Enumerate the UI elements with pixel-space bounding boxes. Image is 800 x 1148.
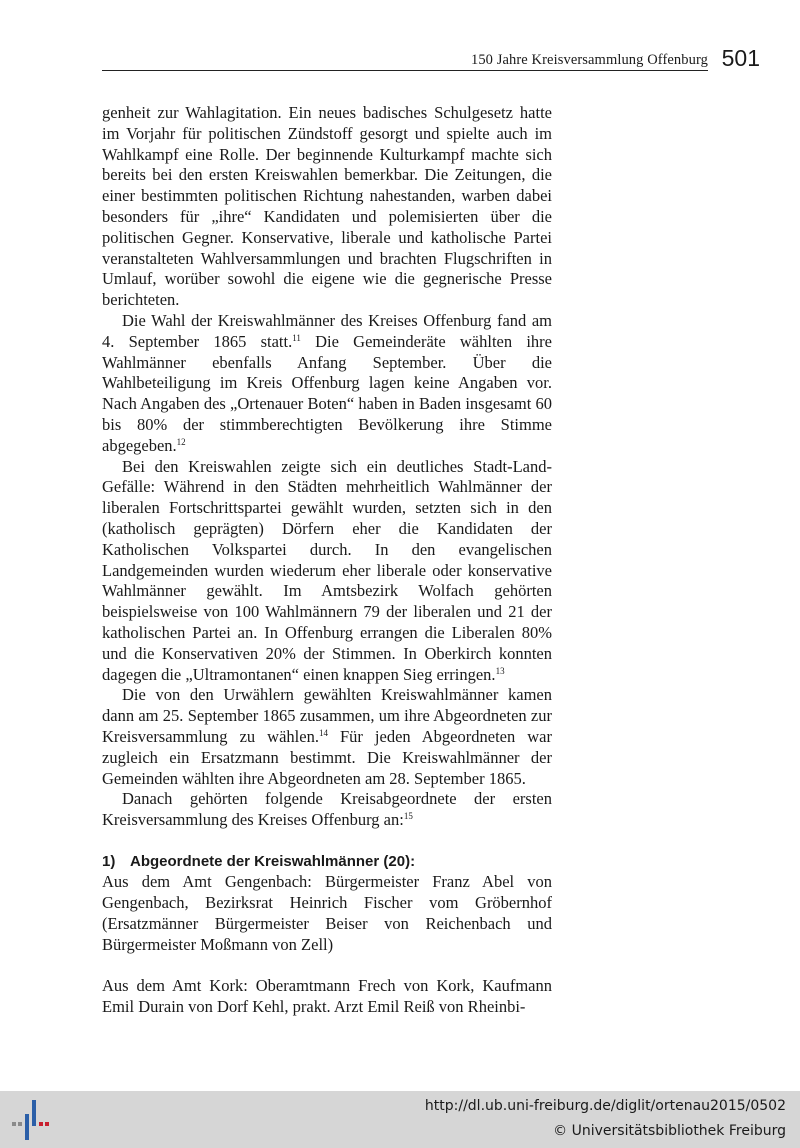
paragraph-1-text: genheit zur Wahlagitation. Ein neues badisches Schulgesetz hatte im Vorjahr für politischen Zündstoff gesorgt und spielte auch im Wahlkampf eine Rolle. Der beginnende Kulturkampf machte sich bereits bei den ersten Kreiswahlen bemerkbar. Die Zeitungen, die einer bestimmten politischen Richtung nahestanden, warben dabei besonders für „ihre“ Kandidaten und polemisierten über die politischen Gegner. Konservative, liberale und katholische Partei veranstalteten Wahlversammlungen und brachten Flugschriften in Umlauf, worüber sowohl die eigene wie die gegnerische Presse berichteten. bbox=[102, 103, 552, 310]
footer-bar bbox=[0, 1091, 800, 1148]
section-heading bbox=[102, 852, 552, 873]
footnote-ref-15: 15 bbox=[403, 811, 413, 822]
section-number: 1) bbox=[102, 852, 116, 870]
footer-copyright: © Universitätsbibliothek Freiburg bbox=[553, 1123, 786, 1139]
running-title: 150 Jahre Kreisversammlung Offenburg bbox=[470, 52, 708, 68]
paragraph-4-text-b: Für jeden Abgeordneten war zugleich ein Ersatzmann bestimmt. Die Kreiswahlmänner der Gemeinden wählten ihre Abgeordneten am 28. September 1865. bbox=[102, 726, 552, 788]
footer-url-link[interactable]: http://dl.ub.uni-freiburg.de/diglit/ortenau2015/0502 bbox=[424, 1098, 786, 1114]
paragraph-3-text: Bei den Kreiswahlen zeigte sich ein deutliches Stadt-Land-Gefälle: Während in den Städten mehrheitlich Wahlmänner der liberalen Fortschrittspartei gewählt wurden, setzten sich in den (katholisch geprägten) Dörfern eher die Kandidaten der Katholischen Volkspartei durch. In den evangelischen Landgemeinden wurden wiederum eher liberale oder konservative Wahlmänner gewählt. Im Amtsbezirk Wolfach gehörten beispielsweise von 100 Wahlmännern 79 der liberalen und 21 der katholischen Partei an. In Offenburg errangen die Liberalen 80% und die Konservativen 20% der Stimmen. In Oberkirch konnten dagegen die „Ultramontanen“ einen knappen Sieg erringen. bbox=[102, 456, 552, 684]
footnote-ref-13: 13 bbox=[495, 665, 505, 676]
paragraph-1 bbox=[102, 103, 552, 311]
section-delegates bbox=[102, 852, 552, 1018]
paragraph-3 bbox=[102, 457, 552, 686]
entry-amt-kork: Aus dem Amt Kork: Oberamtmann Frech von Kork, Kaufmann Emil Durain von Dorf Kehl, prakt. Arzt Emil Reiß von Rheinbi- bbox=[102, 976, 552, 1017]
footnote-ref-12: 12 bbox=[176, 436, 186, 447]
paragraph-4 bbox=[102, 685, 552, 789]
footnote-ref-11: 11 bbox=[292, 332, 301, 343]
ub-freiburg-logo-icon bbox=[12, 1100, 50, 1140]
body-text bbox=[102, 103, 552, 1018]
paragraph-5 bbox=[102, 789, 552, 831]
paragraph-2-text-a: Die Wahl der Kreiswahlmänner des Kreises Offenburg fand am 4. September 1865 statt. bbox=[102, 310, 552, 351]
section-heading-text: Abgeordnete der Kreiswahlmänner (20): bbox=[130, 852, 416, 870]
page-header bbox=[102, 46, 760, 72]
entry-amt-gengenbach: Aus dem Amt Gengenbach: Bürgermeister Franz Abel von Gengenbach, Bezirksrat Heinrich Fischer vom Gröbernhof (Ersatzmänner Bürgermeister Beiser von Reichenbach und Bürgermeister Moßmann von Zell) bbox=[102, 872, 552, 954]
footnote-ref-14: 14 bbox=[318, 727, 328, 738]
paragraph-2-text-b: Die Gemeinderäte wählten ihre Wahlmänner ebenfalls Anfang September. Über die Wahlbeteiligung im Kreis Offenburg lagen keine Angaben vor. Nach Angaben des „Ortenauer Boten“ haben in Baden insgesamt 60 bis 80% der stimmberechtigten Bevölkerung ihre Stimme abgegeben. bbox=[102, 331, 552, 455]
page-number: 501 bbox=[721, 45, 760, 71]
paragraph-2 bbox=[102, 311, 552, 457]
header-rule bbox=[102, 70, 708, 71]
paragraph-5-text: Danach gehörten folgende Kreisabgeordnete der ersten Kreisversammlung des Kreises Offenburg an: bbox=[102, 789, 552, 830]
paragraph-4-text-a: Die von den Urwählern gewählten Kreiswahlmänner kamen dann am 25. September 1865 zusammen, um ihre Abgeordneten zur Kreisversammlung zu wählen. bbox=[102, 685, 552, 746]
